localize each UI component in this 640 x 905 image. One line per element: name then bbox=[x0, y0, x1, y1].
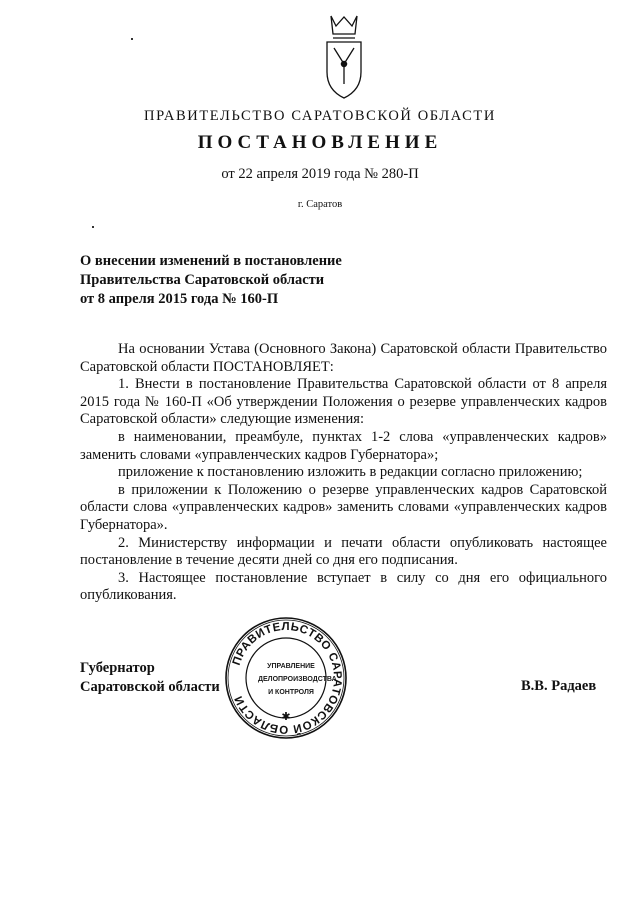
subject-line: от 8 апреля 2015 года № 160-П bbox=[80, 291, 279, 307]
signatory-title-line: Саратовской области bbox=[80, 679, 220, 695]
body-paragraph: приложение к постановлению изложить в редакции согласно приложению; bbox=[118, 464, 583, 481]
document-body bbox=[80, 341, 607, 605]
body-paragraph: 1. Внести в постановление Правительства Саратовской области от 8 апреля 2015 года № 160-П «Об утверждении Положения о резерве управленческих кадров Саратовской области» следующие изменения: bbox=[80, 376, 607, 428]
seal-star-icon: ✱ bbox=[281, 711, 291, 723]
signatory-title bbox=[80, 659, 220, 697]
body-paragraph: На основании Устава (Основного Закона) Саратовской области Правительство Саратовской области ПОСТАНОВЛЯЕТ: bbox=[80, 341, 607, 375]
organization-name: ПРАВИТЕЛЬСТВО САРАТОВСКОЙ ОБЛАСТИ bbox=[144, 108, 496, 124]
signatory-name: В.В. Радаев bbox=[521, 678, 597, 694]
subject-line: О внесении изменений в постановление bbox=[80, 253, 342, 269]
body-paragraph: 2. Министерству информации и печати области опубликовать настоящее постановление в течение десяти дней со дня его подписания. bbox=[80, 534, 607, 569]
seal-inner-line: УПРАВЛЕНИЕ bbox=[267, 663, 315, 670]
coat-of-arms-icon bbox=[321, 14, 367, 100]
seal-inner-line: ДЕЛОПРОИЗВОДСТВА bbox=[258, 676, 337, 683]
body-paragraph: в наименовании, преамбуле, пунктах 1-2 слова «управленческих кадров» заменить словами «управленческих кадров Губернатора»; bbox=[80, 428, 607, 463]
seal-ring-text: ПРАВИТЕЛЬСТВО САРАТОВСКОЙ ОБЛАСТИ bbox=[230, 620, 344, 736]
document-type: ПОСТАНОВЛЕНИЕ bbox=[197, 132, 443, 153]
seal-inner-text bbox=[258, 660, 337, 699]
seal-inner-line: И КОНТРОЛЯ bbox=[268, 689, 314, 696]
scan-speck bbox=[92, 226, 94, 228]
document-subject bbox=[80, 252, 342, 309]
document-city: г. Саратов bbox=[297, 199, 343, 210]
body-paragraph: 3. Настоящее постановление вступает в силу со дня его официального опубликования. bbox=[80, 569, 607, 604]
subject-line: Правительства Саратовской области bbox=[80, 272, 325, 288]
document-date-number: от 22 апреля 2019 года № 280-П bbox=[221, 166, 419, 182]
signatory-title-line: Губернатор bbox=[80, 660, 155, 676]
body-paragraph: в приложении к Положению о резерве управленческих кадров Саратовской области слова «управленческих кадров» заменить словами «управленческих кадров Губернатора». bbox=[80, 481, 607, 533]
scan-speck bbox=[131, 38, 133, 40]
